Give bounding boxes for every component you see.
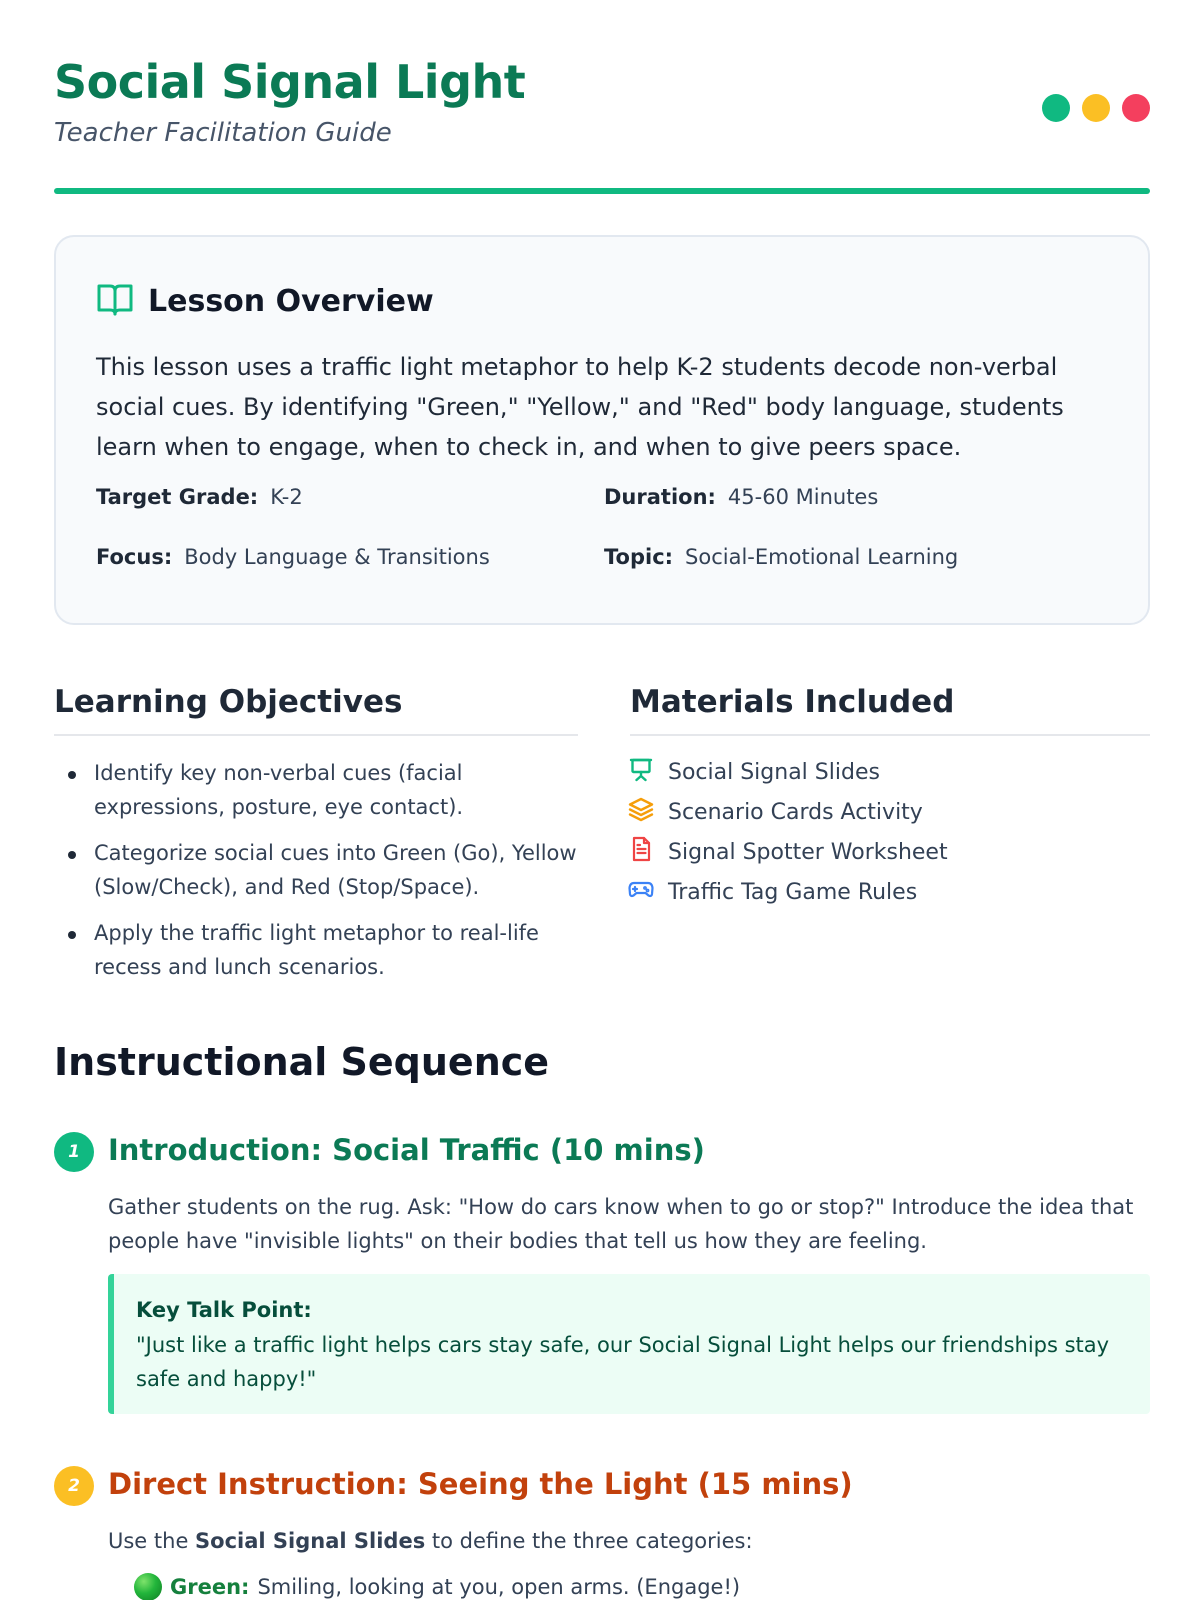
page-subtitle: Teacher Facilitation Guide [54, 118, 392, 148]
gamepad-icon [628, 876, 654, 908]
yellow-dot [1082, 94, 1110, 122]
step-text-before: Use the [108, 1529, 196, 1553]
objectives-heading: Learning Objectives [54, 684, 403, 720]
presentation-icon [628, 756, 654, 788]
meta-target-grade [96, 485, 303, 509]
green-light-icon [134, 1573, 162, 1600]
step-text-after: to define the three categories: [425, 1529, 753, 1553]
step-text-bold: Social Signal Slides [195, 1529, 426, 1553]
key-talk-point-callout [108, 1274, 1150, 1414]
step-title: Introduction: Social Traffic (10 mins) [108, 1133, 705, 1167]
materials-divider [630, 734, 1150, 736]
material-label: Scenario Cards Activity [668, 799, 923, 825]
step-number-badge: 2 [54, 1466, 94, 1506]
material-label: Social Signal Slides [668, 759, 880, 785]
traffic-light-dots [1042, 94, 1150, 122]
meta-label: Focus: [96, 545, 173, 569]
page-title: Social Signal Light [54, 55, 526, 109]
overview-heading: Lesson Overview [148, 283, 434, 319]
list-item: Identify key non-verbal cues (facial expressions, posture, eye contact). [54, 756, 580, 824]
lesson-overview-card [54, 235, 1150, 625]
meta-value: Body Language & Transitions [184, 545, 490, 569]
material-item[interactable] [628, 752, 948, 792]
meta-value: K-2 [270, 485, 303, 509]
red-dot [1122, 94, 1150, 122]
meta-duration [604, 485, 878, 509]
meta-label: Topic: [604, 545, 674, 569]
material-item[interactable] [628, 832, 948, 872]
book-open-icon [96, 281, 134, 321]
meta-topic [604, 545, 958, 569]
layers-icon [628, 796, 654, 828]
materials-list [628, 752, 948, 912]
page-header [54, 52, 1150, 194]
objectives-divider [54, 734, 578, 736]
signal-label: Green: [170, 1575, 250, 1599]
meta-value: Social-Emotional Learning [685, 545, 959, 569]
meta-focus [96, 545, 490, 569]
overview-heading-row [96, 281, 434, 321]
material-item[interactable] [628, 792, 948, 832]
overview-description: This lesson uses a traffic light metaphor to help K-2 students decode non-verbal social cues. By identifying "Green," "Yellow," and "Red" body language, students learn when to engage, when to check in, and when to give peers space. [96, 353, 1064, 461]
step-number-badge: 1 [54, 1132, 94, 1172]
signal-text: Smiling, looking at you, open arms. (Engage!) [257, 1575, 741, 1599]
meta-value: 45-60 Minutes [727, 485, 879, 509]
step-title: Direct Instruction: Seeing the Light (15 mins) [108, 1467, 853, 1501]
callout-heading: Key Talk Point: [136, 1298, 312, 1322]
materials-heading: Materials Included [630, 684, 955, 720]
meta-label: Duration: [604, 485, 716, 509]
material-label: Signal Spotter Worksheet [668, 839, 948, 865]
list-item: Apply the traffic light metaphor to real-life recess and lunch scenarios. [54, 916, 580, 984]
meta-label: Target Grade: [96, 485, 259, 509]
callout-text: "Just like a traffic light helps cars stay safe, our Social Signal Light helps our friendships stay safe and happy!" [136, 1333, 1110, 1391]
signal-item-green [134, 1573, 740, 1600]
green-dot [1042, 94, 1070, 122]
material-label: Traffic Tag Game Rules [668, 879, 918, 905]
header-divider [54, 188, 1150, 194]
material-item[interactable] [628, 872, 948, 912]
objectives-list [54, 756, 580, 996]
list-item: Categorize social cues into Green (Go), Yellow (Slow/Check), and Red (Stop/Space). [54, 836, 580, 904]
step-description [108, 1524, 1148, 1558]
document-icon [628, 836, 654, 868]
step-description: Gather students on the rug. Ask: "How do cars know when to go or stop?" Introduce the idea that people have "invisible lights" on their bodies that tell us how they are feeling. [108, 1195, 1134, 1253]
sequence-heading: Instructional Sequence [54, 1040, 550, 1084]
